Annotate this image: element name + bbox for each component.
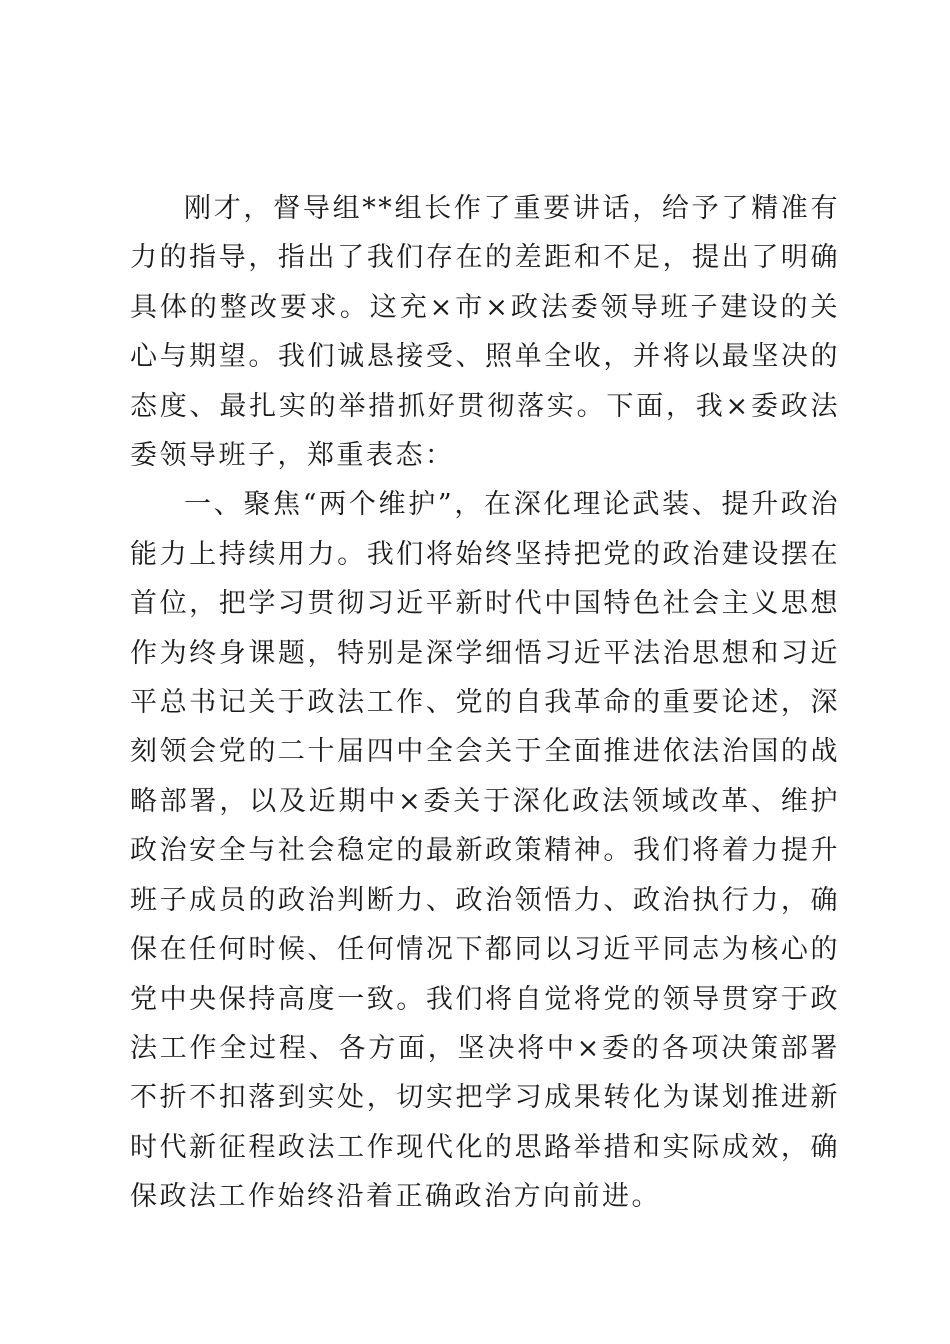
opening-paragraph: 刚才，督导组**组长作了重要讲话，给予了精准有力的指导，指出了我们存在的差距和不足，提出了明确具体的整改要求。这充×市×政法委领导班子建设的关心与期望。我们诚恳接受、照单全收，并将以最坚决的态度、最扎实的举措抓好贯彻落实。下面，我×委政法委领导班子，郑重表态： [130,193,840,472]
document-body [130,184,840,1222]
section-one-paragraph: 一、聚焦“两个维护”，在深化理论武装、提升政治能力上持续用力。我们将始终坚持把党的政治建设摆在首位，把学习贯彻习近平新时代中国特色社会主义思想作为终身课题，特别是深学细悟习近平法治思想和习近平总书记关于政法工作、党的自我革命的重要论述，深刻领会党的二十届四中全会关于全面推进依法治国的战略部署，以及近期中×委关于深化政法领域改革、维护政治安全与社会稳定的最新政策精神。我们将着力提升班子成员的政治判断力、政治领悟力、政治执行力，确保在任何时候、任何情况下都同以习近平同志为核心的党中央保持高度一致。我们将自觉将党的领导贯穿于政法工作全过程、各方面，坚决将中×委的各项决策部署不折不扣落到实处，切实把学习成果转化为谋划推进新时代新征程政法工作现代化的思路举措和实际成效，确保政法工作始终沿着正确政治方向前进。 [130,489,840,1213]
